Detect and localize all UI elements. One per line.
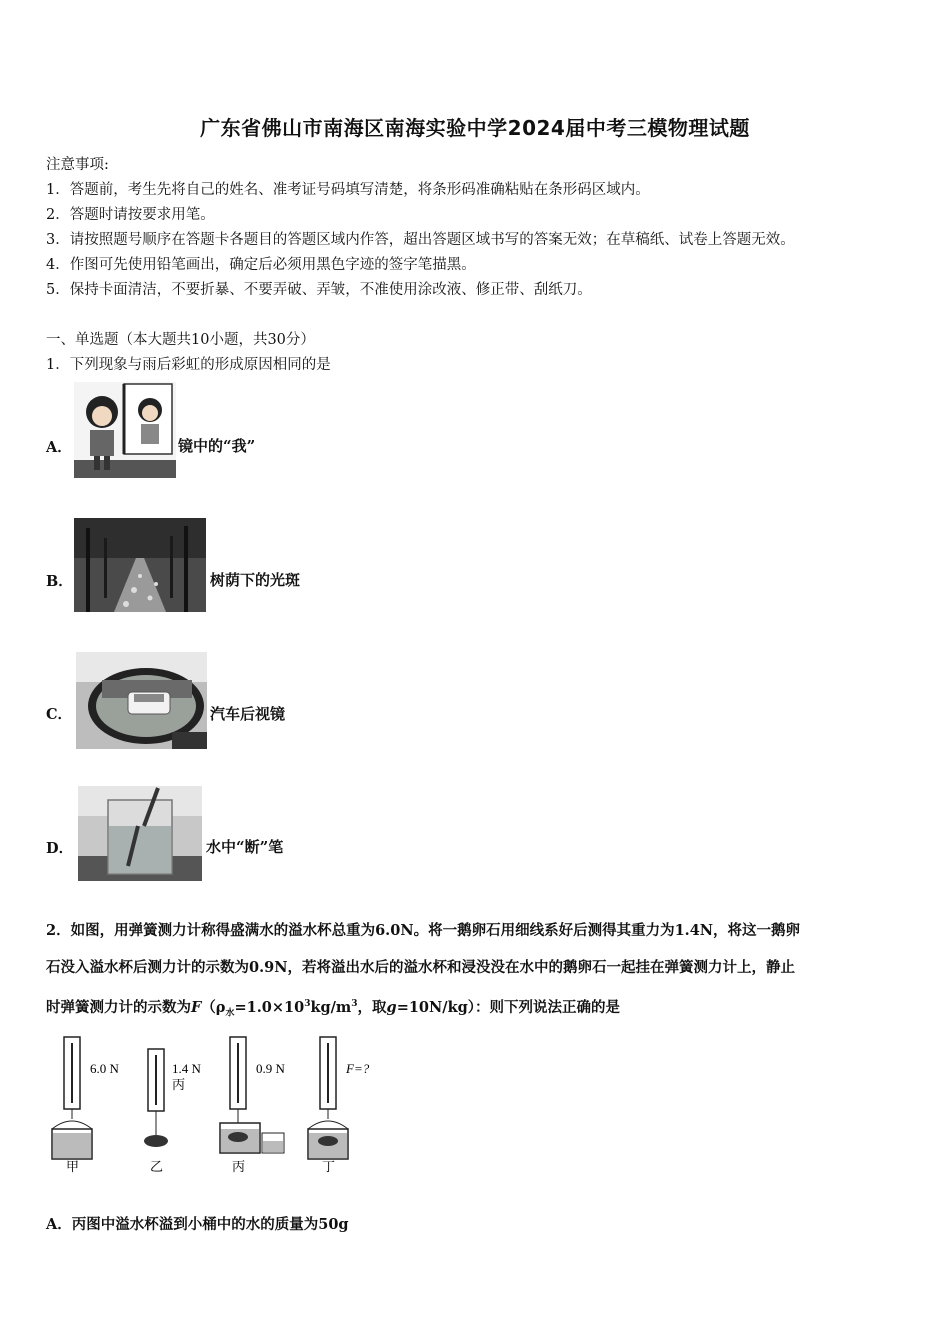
scale-ding xyxy=(308,1037,370,1174)
option-a-letter: A． xyxy=(46,439,72,456)
page-title: 广东省佛山市南海区南海实验中学2024届中考三模物理试题 xyxy=(200,116,750,140)
option-c-letter: C． xyxy=(46,706,73,723)
option-a-text: 镜中的“我” xyxy=(178,437,256,455)
note-item: 3．请按照题号顺序在答题卡各题目的答题区域内作答，超出答题区域书写的答案无效；在草稿纸、试卷上答题无效。 xyxy=(46,232,795,248)
reading-label: 1.4 N xyxy=(172,1061,201,1076)
caption-label: 乙 xyxy=(150,1159,164,1174)
rearview-mirror-image xyxy=(76,652,207,749)
caption-label: 丙 xyxy=(232,1159,246,1174)
notes-heading: 注意事项: xyxy=(46,157,109,173)
question-2-line: 2．如图，用弹簧测力计称得盛满水的溢水杯总重为6.0N。将一鹅卵石用细线系好后测得其重力为1.4N，将这一鹅卵 xyxy=(46,922,801,939)
tree-shade-image xyxy=(74,518,206,612)
question-2-option-a: A．丙图中溢水杯溢到小桶中的水的质量为50g xyxy=(46,1216,349,1233)
option-d-text: 水中“断”笔 xyxy=(206,838,284,856)
note-item: 1．答题前，考生先将自己的姓名、准考证号码填写清楚，将条形码准确粘贴在条形码区域内。 xyxy=(46,182,650,198)
note-item: 4．作图可先使用铅笔画出，确定后必须用黑色字迹的签字笔描黑。 xyxy=(46,257,476,273)
scale-jia xyxy=(52,1037,120,1174)
reading-label: F=? xyxy=(346,1061,370,1076)
note-item: 5．保持卡面清洁，不要折暴、不要弄破、弄皱，不准使用涂改液、修正带、刮纸刀。 xyxy=(46,282,592,298)
side-label: 丙 xyxy=(172,1077,186,1092)
section-heading: 一、单选题（本大题共10小题，共30分） xyxy=(46,332,315,348)
question-2-line: 石没入溢水杯后测力计的示数为0.9N，若将溢出水后的溢水杯和浸没没在水中的鹅卵石一起挂在弹簧测力计上，静止 xyxy=(46,959,795,976)
mirror-reflection-image xyxy=(74,382,176,478)
scale-bing xyxy=(220,1037,286,1174)
question-1-stem: 1．下列现象与雨后彩虹的形成原因相同的是 xyxy=(46,357,331,373)
reading-label: 0.9 N xyxy=(256,1061,285,1076)
question-2-line: 时弹簧测力计的示数为$F(\rho_水=1.0\times 10^3kg/m^3$，取g=10N/kg）：则下列说法正确的是 xyxy=(46,998,620,1019)
bent-pencil-in-water-image xyxy=(78,786,202,881)
option-d-letter: D． xyxy=(46,840,74,857)
option-b-letter: B． xyxy=(46,573,73,590)
caption-label: 丁 xyxy=(322,1159,336,1174)
spring-scale-figure xyxy=(44,1033,384,1175)
question-2-stem xyxy=(46,912,906,1033)
caption-label: 甲 xyxy=(66,1159,80,1174)
option-c-text: 汽车后视镜 xyxy=(210,705,286,723)
option-b-text: 树荫下的光斑 xyxy=(210,571,301,589)
reading-label: 6.0 N xyxy=(90,1061,119,1076)
scale-yi xyxy=(144,1049,202,1174)
note-item: 2．答题时请按要求用笔。 xyxy=(46,207,215,223)
